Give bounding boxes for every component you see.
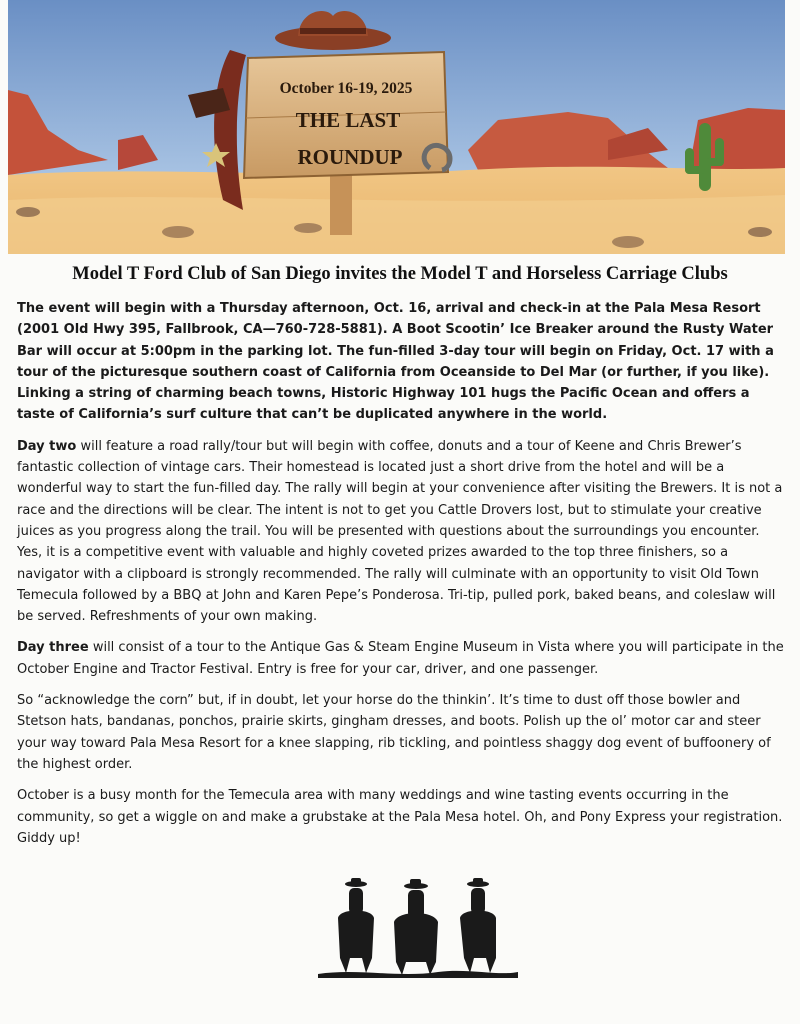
paragraph-day-two <box>17 436 785 628</box>
day-two-lead: Day two <box>17 438 77 454</box>
sign-title-line2: ROUNDUP <box>297 145 403 169</box>
paragraph-registration: October is a busy month for the Temecula area with many weddings and wine tasting events occurring in the community, so get a wiggle on and make a grubstake at the Pala Mesa hotel. Oh, and Pony Express your registration. Giddy up! <box>17 788 783 846</box>
day-two-text: will feature a road rally/tour but will begin with coffee, donuts and a tour of Keene and Chris Brewer’s fantastic collection of vintage cars. Their homestead is located just a short drive from the hotel and will be a wonderful way to start the fun-filled day. The rally will begin at your convenience after visiting the Brewers. It is not a race and the directions will be clear. The intent is not to get you Cattle Drovers lost, but to stimulate your creative juices as you progress along the trail. You will be presented with questions about the surroundings you encounter. Yes, it is a competitive event with valuable and highly coveted prizes awarded to the top three finishers, so a navigator with a clipboard is strongly recommended. The rally will culminate with an opportunity to visit Old Town Temecula followed by a BBQ at John and Karen Pepe’s Ponderosa. Tri-tip, pulled pork, baked beans, and coleslaw will be served. Refreshments of your own making. <box>17 438 783 625</box>
event-description <box>17 298 785 859</box>
paragraph-arrival: The event will begin with a Thursday afternoon, Oct. 16, arrival and check-in at the Pala Mesa Resort (2001 Old Hwy 395, Fallbrook, CA—760-728-5881). A Boot Scootin’ Ice Breaker around the Rusty Water Bar will occur at 5:00pm in the parking lot. The fun-filled 3-day tour will begin on Friday, Oct. 17 with a tour of the picturesque southern coast of California from Oceanside to Del Mar (or further, if you like). Linking a string of charming beach towns, Historic Highway 101 hugs the Pacific Ocean and offers a taste of California’s surf culture that can’t be duplicated anywhere in the world. <box>17 301 774 423</box>
cowboy-riders-icon <box>318 878 518 978</box>
desert-banner <box>8 0 785 254</box>
the-last-roundup-sign <box>244 52 448 178</box>
day-three-lead: Day three <box>17 640 89 656</box>
event-dates: October 16-19, 2025 <box>279 80 413 97</box>
sign-title-line1: THE LAST <box>295 108 401 132</box>
day-three-text: will consist of a tour to the Antique Gas & Steam Engine Museum in Vista where you will participate in the October Engine and Tractor Festival. Entry is free for your car, driver, and one passenger. <box>17 640 784 677</box>
invitation-headline: Model T Ford Club of San Diego invites the Model T and Horseless Carriage Clubs <box>72 264 728 284</box>
paragraph-attire: So “acknowledge the corn” but, if in doubt, let your horse do the thinkin’. It’s time to dust off those bowler and Stetson hats, bandanas, ponchos, prairie skirts, gingham dresses, and boots. Polish up the ol’ motor car and steer your way toward Pala Mesa Resort for a knee slapping, rib tickling, and pointless shaggy dog event of buffoonery of the highest order. <box>17 693 771 772</box>
paragraph-day-three <box>17 637 785 680</box>
